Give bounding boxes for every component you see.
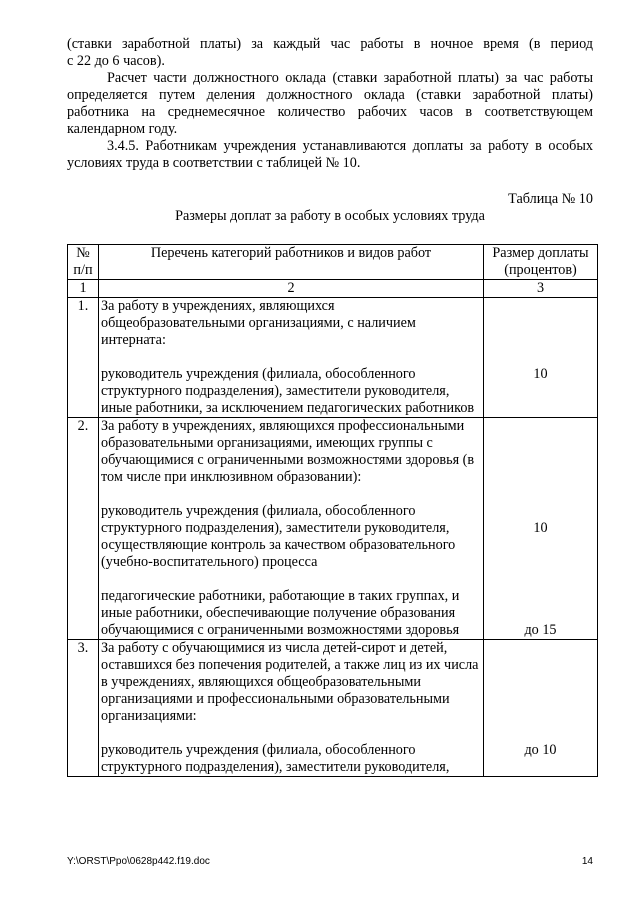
row-number: 3. <box>68 640 99 777</box>
paragraph-line: (ставки заработной платы) за каждый час работы в ночное время (в период <box>67 36 593 52</box>
row-item-value: до 15 <box>524 622 557 638</box>
table-row <box>68 640 598 777</box>
row-heading: За работу с обучающимися из числа детей-сирот и детей, оставшихся без попечения родителей, а также лиц из их числа в учреждениях, являющихся общеобразовательными организациями и профессиональными образовательными организациями: <box>101 640 479 724</box>
row-description <box>99 418 484 640</box>
page-number: 14 <box>581 856 593 867</box>
page-footer <box>67 856 593 868</box>
row-description <box>99 640 484 777</box>
row-item-text: руководитель учреждения (филиала, обособленного структурного подразделения), заместители руководителя, <box>101 742 450 775</box>
paragraph-line: с 22 до 6 часов). <box>67 53 165 69</box>
row-number: 1. <box>68 298 99 418</box>
document-page <box>67 36 593 777</box>
table-number: Таблица № 10 <box>508 191 593 207</box>
row-item-value: до 10 <box>524 742 557 758</box>
allowance-table <box>67 244 598 777</box>
row-item-text: педагогические работники, работающие в таких группах, и иные работники, обеспечивающие получение образования обучающимися с ограниченными возможностями здоровья <box>101 588 460 638</box>
paragraph-continuation <box>67 36 593 70</box>
column-number: 3 <box>484 280 598 298</box>
row-values <box>484 640 598 777</box>
paragraph-hourly-calc: Расчет части должностного оклада (ставки заработной платы) за час работы определяется путем деления должностного оклада (ставки заработной платы) работника на среднемесячное количество рабочих часов в соответствующем календарном году. <box>67 70 593 137</box>
header-category: Перечень категорий работников и видов работ <box>99 245 484 280</box>
row-description <box>99 298 484 418</box>
column-number: 1 <box>68 280 99 298</box>
header-size: Размер доплаты (процентов) <box>484 245 598 280</box>
table-row <box>68 418 598 640</box>
row-values <box>484 298 598 418</box>
table-header-row <box>68 245 598 280</box>
row-number: 2. <box>68 418 99 640</box>
paragraph-3-4-5: 3.4.5. Работникам учреждения устанавливаются доплаты за работу в особых условиях труда в соответствии с таблицей № 10. <box>67 138 593 171</box>
header-num: № п/п <box>68 245 99 280</box>
row-item-text: руководитель учреждения (филиала, обособленного структурного подразделения), заместители руководителя, иные работники, за исключением педагогических работников <box>101 366 475 416</box>
row-values <box>484 418 598 640</box>
row-heading: За работу в учреждениях, являющихся профессиональными образовательными организациями, имеющих группы с обучающимися с ограниченными возможностями здоровья (в том числе при инклюзивном образовании): <box>101 418 475 485</box>
table-row <box>68 298 598 418</box>
footer-file-path: Y:\ORST\Ppo\0628p442.f19.doc <box>67 856 210 867</box>
table-title: Размеры доплат за работу в особых условиях труда <box>175 208 485 224</box>
row-item-text: руководитель учреждения (филиала, обособленного структурного подразделения), заместители руководителя, осуществляющие контроль за качеством образовательного (учебно-воспитательного) процесса <box>101 503 456 570</box>
table-column-numbers-row <box>68 280 598 298</box>
column-number: 2 <box>99 280 484 298</box>
row-heading: За работу в учреждениях, являющихся общеобразовательными организациями, с наличием интерната: <box>101 298 416 348</box>
row-item-value: 10 <box>533 520 548 536</box>
row-item-value: 10 <box>533 366 548 382</box>
